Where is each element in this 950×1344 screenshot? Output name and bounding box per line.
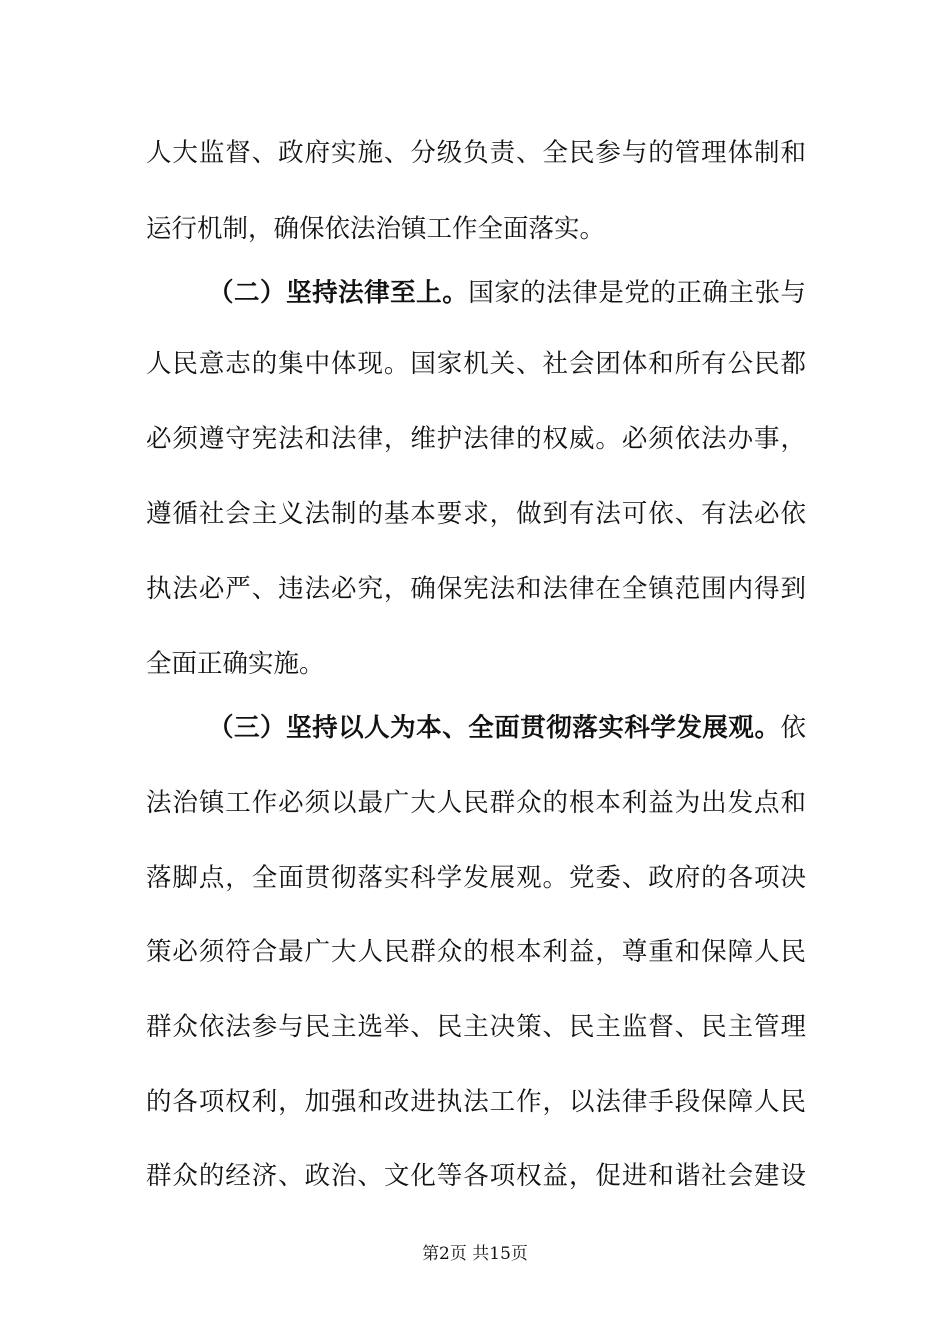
section-heading-line: （二）坚持法律至上。国家的法律是党的正确主张与 — [208, 278, 806, 308]
section-heading: （三）坚持以人为本、全面贯彻落实科学发展观。 — [208, 713, 781, 743]
body-text-line: 的各项权利，加强和改进执法工作，以法律手段保障人民 — [146, 1087, 806, 1117]
body-text-line: 运行机制，确保依法治镇工作全面落实。 — [146, 214, 606, 244]
body-text-line: 法治镇工作必须以最广大人民群众的根本利益为出发点和 — [146, 788, 806, 818]
page-footer — [0, 1242, 950, 1266]
section-heading: （二）坚持法律至上。 — [208, 278, 469, 308]
body-text-line: 群众的经济、政治、文化等各项权益，促进和谐社会建设 — [146, 1161, 806, 1191]
body-text-line: 人民意志的集中体现。国家机关、社会团体和所有公民都 — [146, 349, 806, 379]
section-heading-line: （三）坚持以人为本、全面贯彻落实科学发展观。依 — [208, 713, 806, 743]
body-text-line: 遵循社会主义法制的基本要求，做到有法可依、有法必依 — [146, 499, 806, 529]
page-number: 第2页 共15页 — [422, 1244, 528, 1264]
body-text-line: 全面正确实施。 — [146, 649, 325, 679]
body-text-line: 人大监督、政府实施、分级负责、全民参与的管理体制和 — [146, 138, 806, 168]
body-text-line: 群众依法参与民主选举、民主决策、民主监督、民主管理 — [146, 1012, 806, 1042]
body-text-line: 执法必严、违法必究，确保宪法和法律在全镇范围内得到 — [146, 574, 806, 604]
body-text-line: 必须遵守宪法和法律，维护法律的权威。必须依法办事， — [146, 424, 806, 454]
body-text-line: 落脚点，全面贯彻落实科学发展观。党委、政府的各项决 — [146, 863, 806, 893]
body-text-line: 策必须符合最广大人民群众的根本利益，尊重和保障人民 — [146, 937, 806, 967]
